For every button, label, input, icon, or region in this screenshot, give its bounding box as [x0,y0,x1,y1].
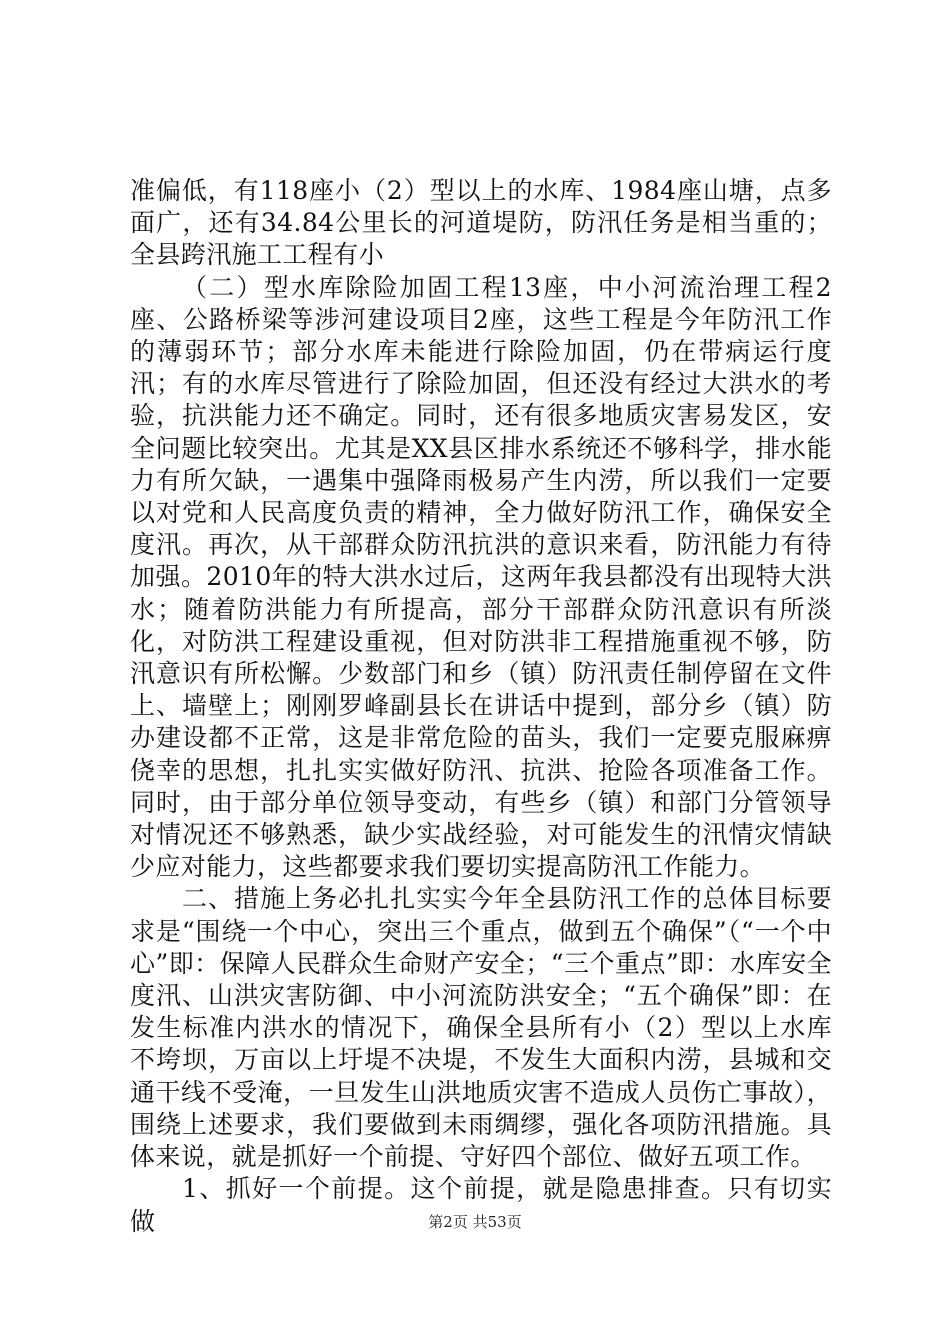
paragraph-2: （二）型水库除险加固工程13座，中小河流治理工程2座、公路桥梁等涉河建设项目2座，这些工程是今年防汛工作的薄弱环节；部分水库未能进行除险加固，仍在带病运行度汛；有的水库尽管进行了除险加固，但还没有经过大洪水的考验，抗洪能力还不确定。同时，还有很多地质灾害易发区，安全问题比较突出。尤其是XX县区排水系统还不够科学，排水能力有所欠缺，一遇集中强降雨极易产生内涝，所以我们一定要以对党和人民高度负责的精神，全力做好防汛工作，确保安全度汛。再次，从干部群众防汛抗洪的意识来看，防汛能力有待加强。2010年的特大洪水过后，这两年我县都没有出现特大洪水；随着防洪能力有所提高，部分干部群众防汛意识有所淡化，对防洪工程建设重视，但对防洪非工程措施重视不够，防汛意识有所松懈。少数部门和乡（镇）防汛责任制停留在文件上、墙壁上；刚刚罗峰副县长在讲话中提到，部分乡（镇）防办建设都不正常，这是非常危险的苗头，我们一定要克服麻痹侥幸的思想，扎扎实实做好防汛、抗洪、抢险各项准备工作。同时，由于部分单位领导变动，有些乡（镇）和部门分管领导对情况还不够熟悉，缺少实战经验，对可能发生的汛情灾情缺少应对能力，这些都要求我们要切实提高防汛工作能力。 [130,272,832,882]
paragraph-4: 1、抓好一个前提。这个前提，就是隐患排查。只有切实做 [130,1174,832,1236]
page-footer: 第2页 共53页 [428,1213,522,1231]
document-body [130,175,832,1238]
paragraph-3: 二、措施上务必扎扎实实今年全县防汛工作的总体目标要求是“围绕一个中心，突出三个重点，做到五个确保”（“一个中心”即：保障人民群众生命财产安全；“三个重点”即：水库安全度汛、山洪灾害防御、中小河流防洪安全；“五个确保”即：在发生标准内洪水的情况下，确保全县所有小（2）型以上水库不垮坝，万亩以上圩堤不决堤，不发生大面积内涝，县城和交通干线不受淹，一旦发生山洪地质灾害不造成人员伤亡事故），围绕上述要求，我们要做到未雨绸缪，强化各项防汛措施。具体来说，就是抓好一个前提、守好四个部位、做好五项工作。 [130,884,832,1172]
paragraph-1: 准偏低，有118座小（2）型以上的水库、1984座山塘，点多面广，还有34.84公里长的河道堤防，防汛任务是相当重的；全县跨汛施工工程有小 [130,176,832,270]
